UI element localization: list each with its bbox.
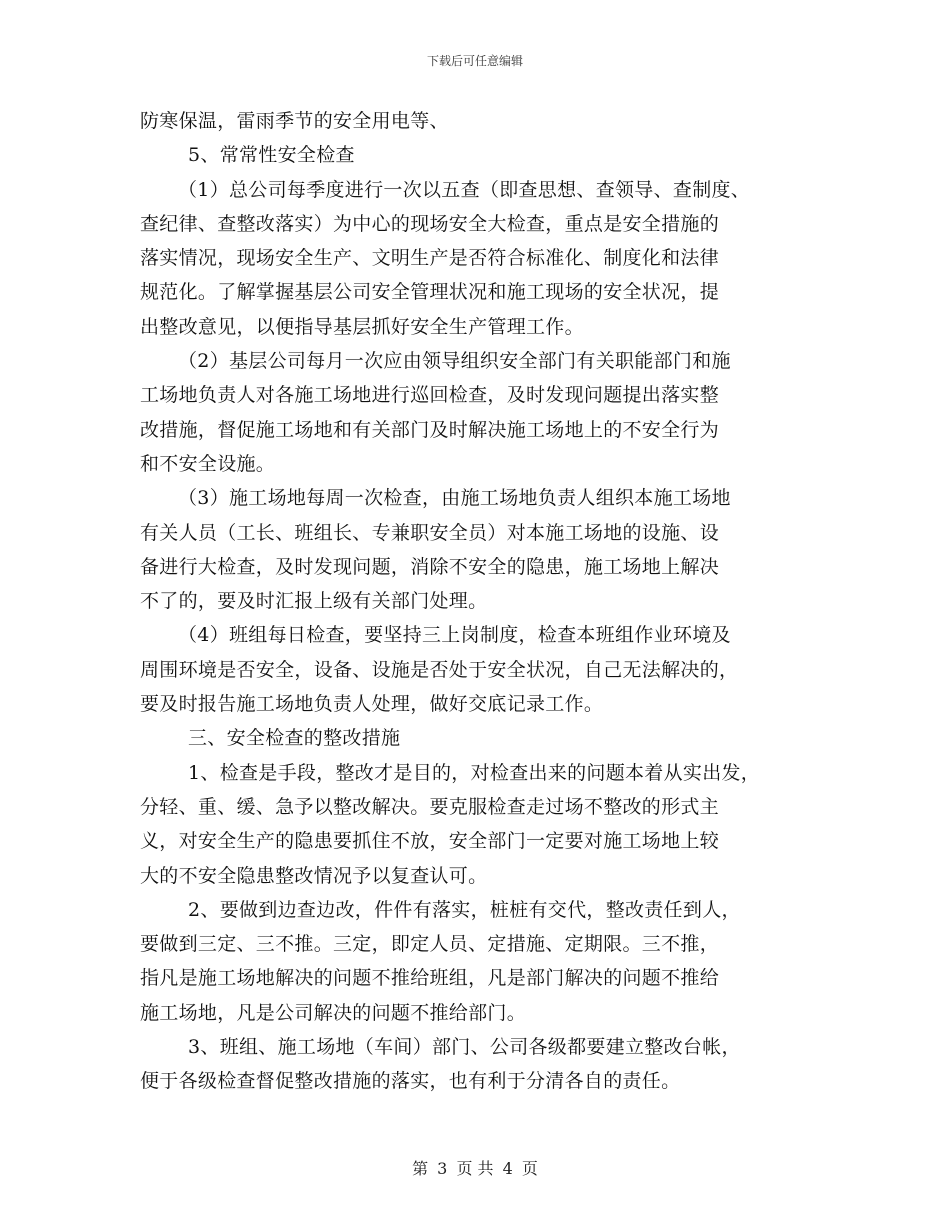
text-line: 大的不安全隐患整改情况予以复查认可。 xyxy=(140,864,488,887)
text-line: 2、要做到边查边改，件件有落实，桩桩有交代，整改责任到人， xyxy=(188,898,741,921)
footer-page-number: 3 xyxy=(437,1159,448,1178)
text-line: 要做到三定、三不推。三定，即定人员、定措施、定期限。三不推， xyxy=(140,933,720,956)
footer-middle: 页 共 xyxy=(456,1159,494,1178)
text-line: 要及时报告施工场地负责人处理，做好交底记录工作。 xyxy=(140,693,604,716)
document-body xyxy=(140,104,820,1099)
text-line: （3）施工场地每周一次检查，由施工场地负责人组织本施工场地 xyxy=(178,487,731,510)
text-line: 义，对安全生产的隐患要抓住不放，安全部门一定要对施工场地上较 xyxy=(140,830,720,853)
footer-suffix: 页 xyxy=(521,1159,538,1178)
footer-prefix: 第 xyxy=(412,1159,429,1178)
text-line: 有关人员（工长、班组长、专兼职安全员）对本施工场地的设施、设 xyxy=(140,521,720,544)
text-line: 查纪律、查整改落实）为中心的现场安全大检查，重点是安全措施的 xyxy=(140,212,720,235)
text-line: （4）班组每日检查，要坚持三上岗制度，检查本班组作业环境及 xyxy=(178,624,731,647)
text-line: 指凡是施工场地解决的问题不推给班组，凡是部门解决的问题不推给 xyxy=(140,967,720,990)
text-line: 1、检查是手段，整改才是目的，对检查出来的问题本着从实出发， xyxy=(188,761,761,784)
text-line: 防寒保温，雷雨季节的安全用电等、 xyxy=(140,110,449,132)
text-line: 分轻、重、缓、急予以整改解决。要克服检查走过场不整改的形式主 xyxy=(140,795,720,818)
footer-total-pages: 4 xyxy=(502,1159,513,1178)
text-line: 5、常常性安全检查 xyxy=(188,144,355,167)
text-line: 施工场地，凡是公司解决的问题不推给部门。 xyxy=(140,1001,527,1024)
text-line: 和不安全设施。 xyxy=(140,452,276,475)
text-line: 工场地负责人对各施工场地进行巡回检查，及时发现问题提出落实整 xyxy=(140,384,720,407)
text-line: 落实情况，现场安全生产、文明生产是否符合标准化、制度化和法律 xyxy=(140,247,720,270)
text-line: 周围环境是否安全，设备、设施是否处于安全状况，自己无法解决的， xyxy=(140,658,739,681)
text-line: 三、安全检查的整改措施 xyxy=(188,727,401,750)
text-line: 便于各级检查督促整改措施的落实，也有利于分清各自的责任。 xyxy=(140,1070,681,1093)
text-line: 3、班组、施工场地（车间）部门、公司各级都要建立整改台帐， xyxy=(188,1036,741,1059)
text-line: 出整改意见，以便指导基层抓好安全生产管理工作。 xyxy=(140,315,584,338)
text-line: （1）总公司每季度进行一次以五查（即查思想、查领导、查制度、 xyxy=(178,178,751,201)
text-line: 改措施，督促施工场地和有关部门及时解决施工场地上的不安全行为 xyxy=(140,418,720,441)
page-footer xyxy=(0,1156,950,1179)
page-header: 下载后可任意编辑 xyxy=(426,54,523,68)
text-line: 不了的，要及时汇报上级有关部门处理。 xyxy=(140,590,488,613)
text-line: 规范化。了解掌握基层公司安全管理状况和施工现场的安全状况，提 xyxy=(140,281,720,304)
text-line: （2）基层公司每月一次应由领导组织安全部门有关职能部门和施 xyxy=(178,350,731,373)
text-line: 备进行大检查，及时发现问题，消除不安全的隐患，施工场地上解决 xyxy=(140,555,720,578)
